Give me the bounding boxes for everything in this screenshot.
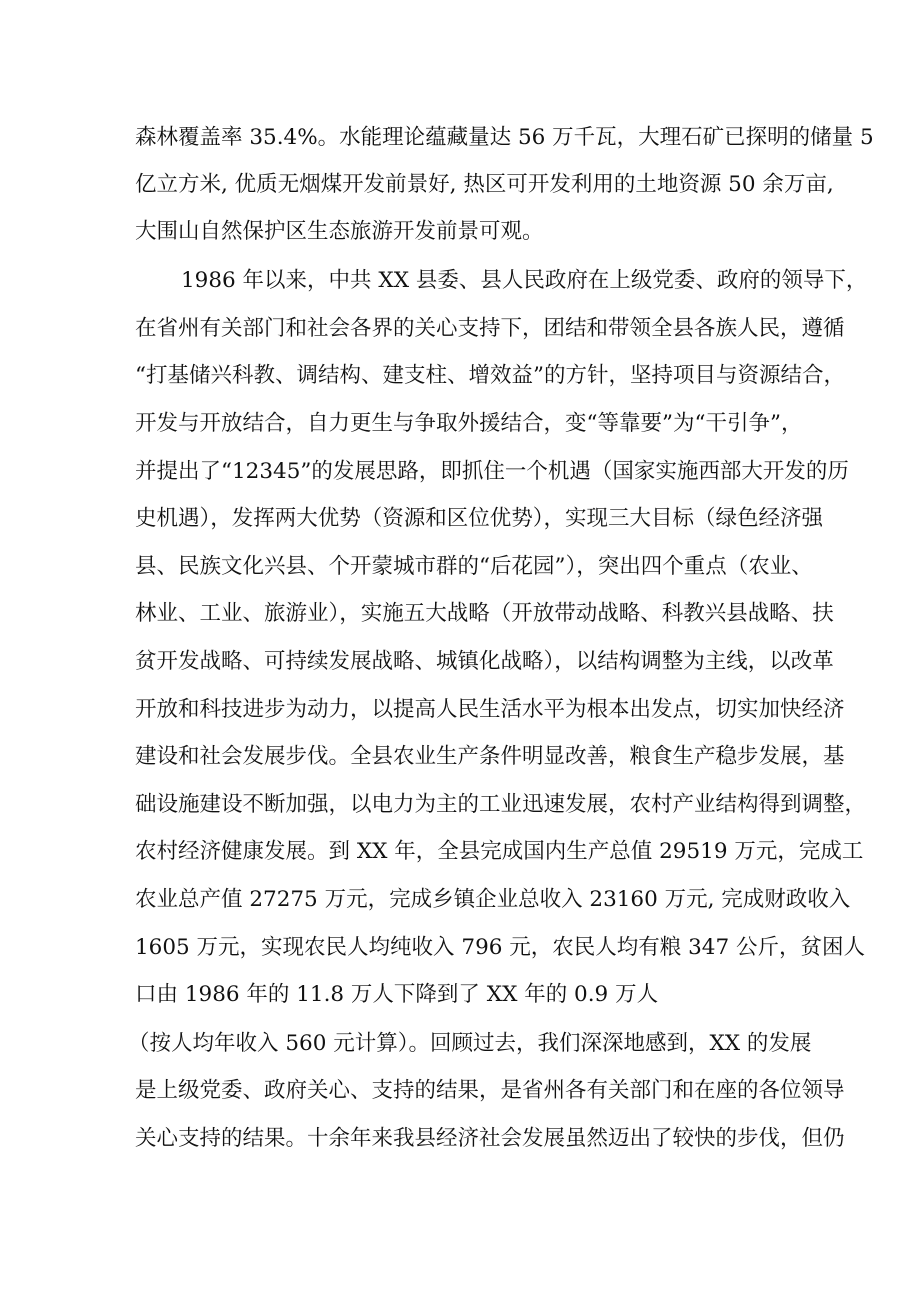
text-line-8: 并提出了“12345”的发展思路，即抓住一个机遇（国家实施西部大开发的历 — [135, 459, 849, 484]
text-line-22: 关心支持的结果。十余年来我县经济社会发展虽然迈出了较快的步伐，但仍 — [135, 1126, 845, 1151]
text-line-4: 1986 年以来，中共 XX 县委、县人民政府在上级党委、政府的领导下， — [181, 268, 868, 293]
text-line-12: 贫开发战略、可持续发展战略、城镇化战略），以结构调整为主线，以改革 — [135, 649, 834, 674]
text-line-19: 口由 1986 年的 11.8 万人下降到了 XX 年的 0.9 万人 — [135, 982, 659, 1007]
text-line-10: 县、民族文化兴县、个开蒙城市群的“后花园”），突出四个重点（农业、 — [135, 554, 813, 579]
text-line-6: “打基储兴科教、调结构、建支柱、增效益”的方针，坚持项目与资源结合， — [135, 363, 845, 388]
text-line-3: 大围山自然保护区生态旅游开发前景可观。 — [135, 219, 544, 244]
text-line-20: （按人均年收入 560 元计算）。回顾过去，我们深深地感到，XX 的发展 — [128, 1031, 812, 1056]
text-line-9: 史机遇），发挥两大优势（资源和区位优势），实现三大目标（绿色经济强 — [135, 506, 824, 531]
text-line-7: 开发与开放结合，自力更生与争取外援结合，变“等靠要”为“干引争”， — [135, 411, 803, 436]
text-line-18: 1605 万元，实现农民人均纯收入 796 元，农民人均有粮 347 公斤，贫困人 — [135, 935, 865, 960]
text-line-16: 农村经济健康发展。到 XX 年，全县完成国内生产总值 29519 万元，完成工 — [135, 839, 864, 864]
text-line-5: 在省州有关部门和社会各界的关心支持下，团结和带领全县各族人民，遵循 — [135, 316, 845, 341]
text-line-15: 础设施建设不断加强，以电力为主的工业迅速发展，农村产业结构得到调整， — [135, 792, 867, 817]
text-line-13: 开放和科技进步为动力，以提高人民生活水平为根本出发点，切实加快经济 — [135, 697, 845, 722]
text-line-2: 亿立方米, 优质无烟煤开发前景好, 热区可开发利用的土地资源 50 余万亩, — [135, 172, 834, 197]
text-line-21: 是上级党委、政府关心、支持的结果，是省州各有关部门和在座的各位领导 — [135, 1078, 845, 1103]
text-line-17: 农业总产值 27275 万元，完成乡镇企业总收入 23160 万元, 完成财政收入 — [135, 887, 851, 912]
text-line-1: 森林覆盖率 35.4%。水能理论蕴藏量达 56 万千瓦，大理石矿已探明的储量 5 — [135, 125, 874, 150]
text-line-11: 林业、工业、旅游业），实施五大战略（开放带动战略、科教兴县战略、扶 — [135, 601, 834, 626]
text-line-14: 建设和社会发展步伐。全县农业生产条件明显改善，粮食生产稳步发展，基 — [135, 744, 845, 769]
